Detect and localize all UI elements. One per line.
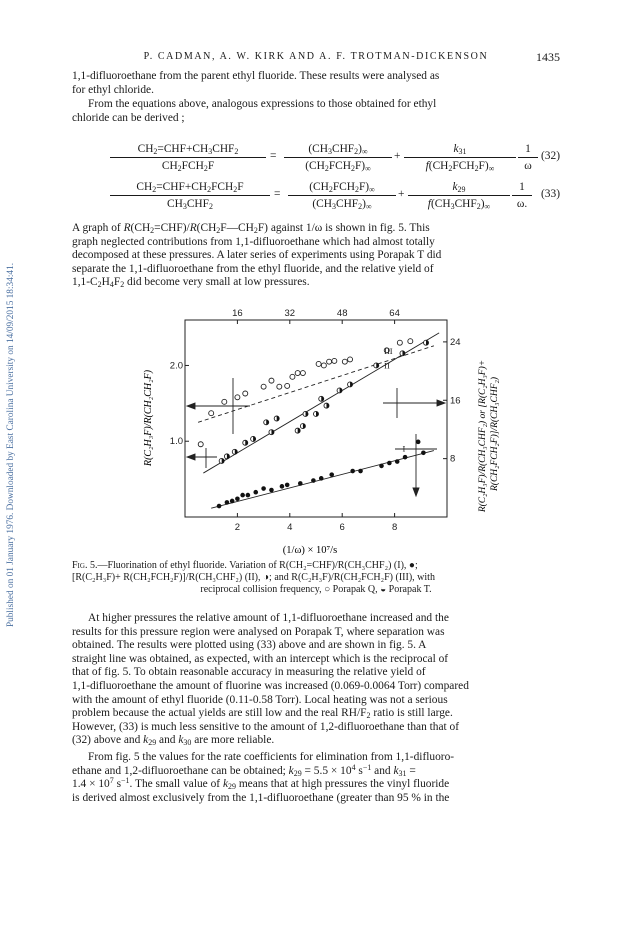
point-series-III [295, 371, 300, 376]
point-series-III [290, 374, 295, 379]
point-series-III [222, 399, 227, 404]
x-tick-label-top: 64 [389, 308, 400, 319]
point-series-II [400, 351, 405, 356]
point-series-I [253, 490, 258, 495]
point-series-III [332, 358, 337, 363]
point-series-II [348, 382, 353, 387]
y-tick-label-left: 2.0 [169, 360, 183, 372]
fit-line-III [198, 346, 434, 423]
figure-5-chart [125, 306, 525, 568]
y-axis-label-left: R(C₂H₃F)/R(CH₂CH₂F) [143, 369, 154, 467]
arrowhead [187, 403, 195, 409]
point-series-II [303, 411, 308, 416]
paragraph-4: At higher pressures the relative amount of 1,1-difluoroethane increased and the results for this pressure region were analysed on Porapak T, where separation was obtained. The results were plotted using (33) above and are shown in fig. 5. A straight line was obtained, as expected, with an intercept which is the reciprocal of that of fig. 5. To obtain reasonable accuracy in measuring the relative yield of 1,1-difluoroethane the amount of fluorine was increased (0.069-0.0064 Torr) compared with the amount of ethyl fluoride (0.11-0.58 Torr). Local heating was not a serious problem because the actual yields are still low and the real $RH/F_2$ ratio is still large. However, (33) is much less sensitive to the amount of 1,2-difluoroethane than that of (32) above and $k_{29}$ and $k_{30}$ are more reliable. [72, 612, 469, 748]
chart-svg [125, 306, 525, 568]
point-series-I [350, 469, 355, 474]
point-series-I [269, 488, 274, 493]
arrowhead [437, 400, 445, 406]
equation-33: $CH_2=CHF+CH_2FCH_2F$ $CH_3CHF_2$ = $(CH_2FCH_2F)_\infty$ $(CH_3CHF_2)_\infty$ + $k_{29}$ $f(CH_3CHF_2)_\infty$ $\frac{1}{\omega.}$ (33) [110, 180, 560, 216]
point-series-I [298, 481, 303, 486]
axis-ticks [170, 308, 461, 533]
x-tick-label-top: 48 [336, 308, 348, 319]
arrows [187, 378, 445, 496]
point-series-II [251, 436, 256, 441]
y-tick-label-left: 1.0 [169, 436, 183, 448]
point-series-I [246, 493, 251, 498]
point-series-I [230, 499, 235, 504]
curve-label-III: III [384, 346, 393, 357]
point-series-III [243, 391, 248, 396]
x-tick-label-top: 32 [284, 308, 296, 319]
point-series-I [358, 469, 363, 474]
point-series-III [198, 442, 203, 447]
figure-caption: Fig. 5.—Fluorination of ethyl fluoride. Variation of R(CH₂=CHF)/R(CH₃CHF₂) (I), ●; [R(C₂H₃F)+ R(CH₂FCH₂F)]/R(CH₃CHF₂) (II), ◑; and R(C₂H₃F)/R(CH₂FCH₂F) (III), with reciprocal collision frequency, ○ Porapak Q, ◒ Porapak T. [72, 560, 435, 595]
point-series-II [295, 428, 300, 433]
point-series-I [240, 493, 245, 498]
x-tick-label-bottom: 8 [391, 522, 398, 533]
point-series-II [319, 396, 324, 401]
curve-label-I: I [402, 443, 406, 454]
paragraph-5: From fig. 5 the values for the rate coefficients for elimination from 1,1-difluoro- ethane and 1,2-difluoroethane can be obtained; $k_{29} = 5.5 \times 10^4$ $s^{-1}$ and $k_{31}$ = $1.4 \times 10^7$ $s^{-1}$. The small value of $k_{29}$ means that at high pressures the vinyl fluoride is derived almost exclusively from the 1,1-difluoroethane (greater than 95 % in the [72, 751, 455, 804]
y-tick-label-right: 8 [450, 453, 456, 465]
point-series-I [217, 504, 222, 509]
point-series-I [225, 500, 230, 505]
point-series-III [261, 384, 266, 389]
point-series-III [348, 357, 353, 362]
equation-33-number: (33) [541, 188, 560, 200]
point-series-III [397, 340, 402, 345]
point-series-III [321, 363, 326, 368]
point-series-III [235, 395, 240, 400]
point-series-I [311, 478, 316, 483]
equation-32: $CH_2=CHF+CH_3CHF_2$ $CH_2FCH_2F$ = $(CH_3CHF_2)_\infty$ $(CH_2FCH_2F)_\infty$ + $k_{31}$ $f(CH_2FCH_2F)_\infty$ $\frac{1}{\omega}$ (32) [110, 142, 560, 178]
paragraph-1: 1,1-difluoroethane from the parent ethyl fluoride. These results were analysed as for ethyl chloride. [72, 70, 440, 96]
point-series-III [285, 383, 290, 388]
point-series-I [387, 461, 392, 466]
point-series-III [300, 371, 305, 376]
x-tick-label-bottom: 2 [234, 522, 241, 533]
y-axis-label-right-2: R(CH₂FCH₂F)]/R(CH₃CHF₂) [490, 376, 500, 492]
point-series-II [300, 424, 305, 429]
point-series-II [224, 454, 229, 459]
paragraph-3: A graph of $R(CH_2=CHF)/R(CH_2F—CH_2F)$ against 1/ω is shown in fig. 5. This graph neglected contributions from 1,1-difluoroethane which had almost totally decomposed at these pressures. A later series of experiments using Porapak T did separate the 1,1-difluoroethane from the ethyl fluoride, and the relative yield of $1,1-C_2H_4F_2$ did become very small at low pressures. [72, 222, 442, 290]
point-series-II [264, 420, 269, 425]
point-series-III [316, 361, 321, 366]
point-series-I [280, 484, 285, 489]
point-series-III [408, 339, 413, 344]
point-series-I [319, 476, 324, 481]
fit-lines [198, 333, 439, 508]
point-series-III [269, 378, 274, 383]
point-series-III [277, 384, 282, 389]
x-tick-label-bottom: 4 [287, 522, 293, 533]
point-series-I [235, 496, 240, 501]
y-axis-label-right-1: R(C₂H₃F)/R(CH₃CHF₂) or [R(C₂H₃F)+ [478, 359, 488, 513]
paragraph-2: From the equations above, analogous expressions to those obtained for ethyl chloride can be derived ; [72, 98, 437, 124]
point-series-I [285, 483, 290, 488]
x-tick-label-top: 16 [232, 308, 243, 319]
plot-frame [185, 320, 447, 517]
download-notice: Published on 01 January 1976. Downloaded by East Carolina University on 14/09/2015 18:34:41. [6, 262, 16, 628]
page-number: 1435 [536, 50, 560, 64]
point-series-II [232, 449, 237, 454]
point-series-II [337, 388, 342, 393]
y-tick-label-right: 16 [450, 395, 461, 407]
point-series-I [416, 440, 421, 445]
point-series-II [269, 430, 274, 435]
point-series-II [374, 363, 379, 368]
point-series-I [379, 464, 384, 469]
point-series-I [329, 472, 334, 477]
y-tick-label-right: 24 [450, 336, 461, 348]
point-series-III [342, 359, 347, 364]
point-series-I [421, 450, 426, 455]
x-tick-label-bottom: 6 [339, 522, 345, 533]
arrowhead [413, 488, 419, 496]
point-series-I [403, 455, 408, 460]
equation-32-number: (32) [541, 150, 560, 162]
point-series-II [219, 458, 224, 463]
arrowhead [187, 454, 195, 460]
point-series-III [209, 411, 214, 416]
point-series-II [324, 403, 329, 408]
point-series-I [261, 486, 266, 491]
curve-label-II: II [384, 360, 390, 371]
point-series-II [424, 340, 429, 345]
x-axis-label: (1/ω) × 10⁷/s [282, 545, 338, 556]
header-authors: P. CADMAN, A. W. KIRK AND A. F. TROTMAN-DICKENSON [143, 51, 489, 62]
running-header [72, 50, 560, 66]
point-series-III [327, 359, 332, 364]
point-series-II [274, 416, 279, 421]
curve-labels [384, 346, 405, 453]
point-series-I [395, 459, 400, 464]
point-series-II [314, 411, 319, 416]
point-series-II [243, 440, 248, 445]
